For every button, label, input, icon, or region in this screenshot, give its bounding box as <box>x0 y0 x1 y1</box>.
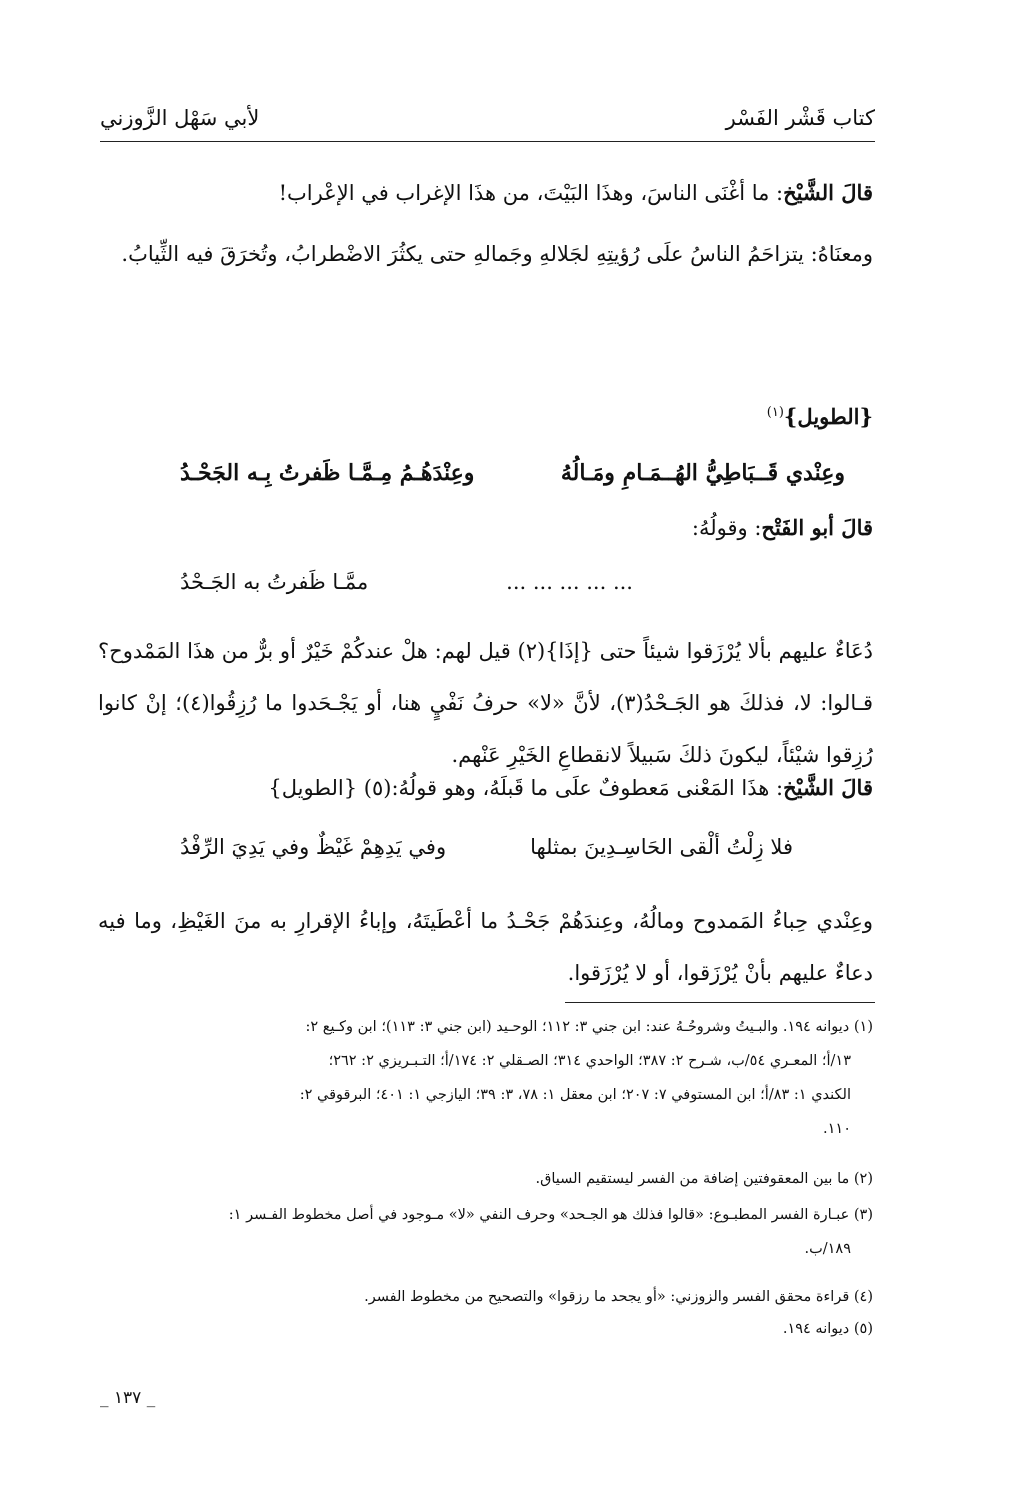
footnote-2: (٢) ما بين المعقوفتين إضافة من الفسر ليستقيم السياق. <box>535 1171 873 1187</box>
header-author: لأبي سَهْل الزَّوزني <box>100 106 260 130</box>
footnote-4: (٤) قراءة محقق الفسر والزوزني: «أو يجحد ما رزقوا» والتصحيح من مخطوط الفسر. <box>364 1289 873 1305</box>
paragraph-text: : هذَا المَعْنى مَعطوفٌ علَى ما قَبلَهُ، وهو قولُهُ:(٥) {الطويل} <box>268 776 784 800</box>
page-number: _ ١٣٧ _ <box>100 1388 156 1408</box>
paragraph-3 <box>692 515 873 540</box>
paragraph-1 <box>279 180 873 205</box>
speaker-label: قالَ الشَّيْخ <box>783 775 873 800</box>
paragraph-text: : وقولُهُ: <box>691 516 762 540</box>
footnote-1 <box>101 1010 873 1146</box>
verse-1-hemistich-2: وعِنْدَهُـمُ مِـمَّـا ظَفرتُ بِـه الجَحْـدُ <box>180 460 475 486</box>
paragraph-4: دُعَاءٌ عليهم بألا يُرْزَقوا شيئاً حتى {إذَا}(٢) قيل لهم: هلْ عندكُمْ خَيْرٌ أو برٌّ من هذَا المَمْدوح؟ قـالوا: لا، فذلكَ هو الجَـحْدُ(٣)، لأنَّ «لا» حرفُ نَفْيٍ هنا، أو يَجْـحَدوا ما رُزِقُوا(٤)؛ إنْ كانوا رُزِقوا شيْئاً، ليكونَ ذلكَ سَبيلاً لانقطاعِ الخَيْرِ عَنْهم. <box>98 639 873 767</box>
paragraph-2: ومعنَاهُ: يتزاحَمُ الناسُ علَى رُؤيتِهِ لجَلالهِ وجَمالهِ حتى يكثُرَ الاضْطرابُ، وتُخرَقَ فيه الثِّيابُ. <box>121 242 873 266</box>
footnote-line: (٣) عبـارة الفسر المطبـوع: «قالوا فذلك هو الجـحد» وحرف النفي «لا» مـوجود في أصل مخطوط الفـسر ١: <box>228 1207 873 1223</box>
meter-label <box>767 404 873 429</box>
verse-2-hemistich-1: فلا زِلْتُ ألْقى الحَاسِـدِينَ بمثلها <box>530 835 793 859</box>
meter-name: {الطويل} <box>783 404 873 429</box>
footnote-line: ١١٠. <box>823 1121 851 1137</box>
quote-ellipsis: ... ... ... ... ... <box>506 570 633 594</box>
footnote-line: ١٨٩/ب. <box>804 1241 851 1257</box>
running-header <box>100 100 875 136</box>
header-rule <box>100 141 875 142</box>
footnote-line: ١٣/أ؛ المعـري ٥٤/ب، شـرح ٢: ٣٨٧؛ الواحدي ٣١٤؛ الصـقلي ٢: ١٧٤/أ؛ التـبـريزي ٢: ٢٦٢؛ <box>328 1053 851 1069</box>
speaker-label: قالَ الشَّيْخ <box>783 180 873 205</box>
speaker-label: قالَ أبو الفَتْح <box>761 515 873 540</box>
paragraph-text: : ما أغْنَى الناسَ، وهذَا البَيْتَ، من هذَا الإغراب في الإعْراب! <box>278 181 784 205</box>
footnote-ref: (١) <box>766 405 784 420</box>
footnote-3 <box>101 1198 873 1266</box>
footnote-line: الكندي ١: ٨٣/أ؛ ابن المستوفي ٧: ٢٠٧؛ ابن معقل ١: ٧٨، ٣: ٣٩؛ اليازجي ١: ٤٠١؛ البرقوقي ٢: <box>299 1087 851 1103</box>
verse-1-hemistich-1: وعِنْدي قَــبَاطِيُّ الهُــمَـامِ ومَـالُهُ <box>560 460 845 486</box>
footnote-5: (٥) ديوانه ١٩٤. <box>782 1321 873 1337</box>
header-book-title: كتاب قَشْر الفَسْر <box>725 106 875 130</box>
footnote-rule <box>565 1002 875 1003</box>
footnote-line: (١) ديوانه ١٩٤. والبـيتُ وشروحُـهُ عند: ابن جني ٣: ١١٢؛ الوحـيد (ابن جني ٣: ١١٣)؛ ابن وكـيع ٢: <box>305 1019 873 1035</box>
paragraph-5 <box>268 775 873 800</box>
quote-text: ممَّـا ظَفرتُ به الجَـحْدُ <box>180 570 369 594</box>
paragraph-6: وعِنْدي حِباءُ المَمدوح ومالُهُ، وعِندَهُمْ جَحْـدُ ما أعْطَيتَهُ، وإباءُ الإقرارِ به منَ الغَيْظِ، وما فيه دعاءٌ عليهم بأنْ يُرْزَقوا، أو لا يُرْزَقوا. <box>98 909 873 985</box>
verse-2-hemistich-2: وفي يَدِهِمْ غَيْظٌ وفي يَدِيَ الرِّفْدُ <box>180 835 447 859</box>
